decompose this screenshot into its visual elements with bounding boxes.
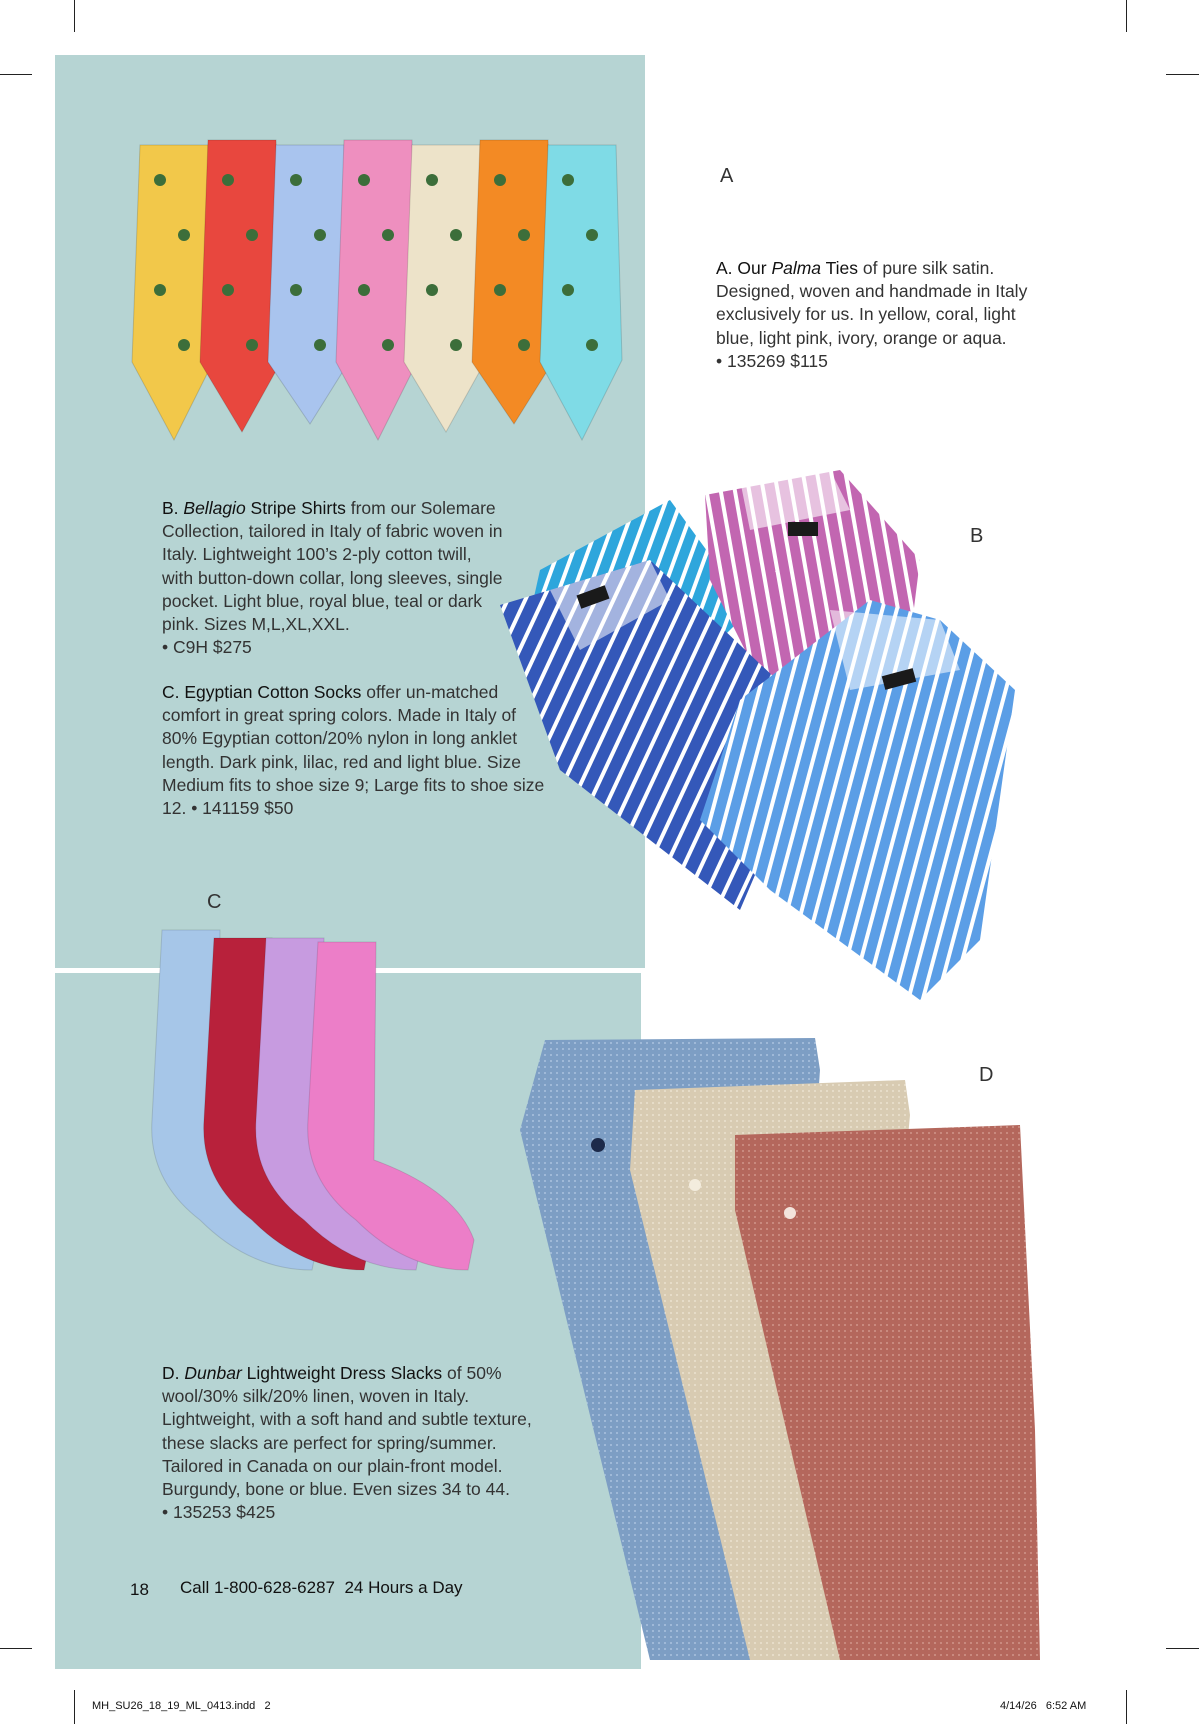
tie-7 (540, 145, 622, 440)
crop-mark (1126, 1690, 1127, 1724)
ties-image (130, 140, 690, 460)
label-a: A (720, 165, 734, 187)
slug-filename: MH_SU26_18_19_ML_0413.indd 2 (92, 1700, 271, 1712)
crop-mark (0, 1648, 32, 1649)
ties-description: of pure silk satin. Designed, woven and handmade in Italy exclusively for us. In yellow, coral, light blue, light pink, ivory, orange or aqua. (716, 258, 1028, 348)
copy-slacks (162, 1362, 557, 1524)
socks-image (140, 920, 540, 1320)
label-d: D (979, 1064, 994, 1086)
tie-6 (472, 140, 554, 424)
ties-title-italic: Palma (771, 258, 822, 278)
phone-line: Call 1-800-628-6287 24 Hours a Day (180, 1578, 463, 1597)
socks-title: C. Egyptian Cotton Socks (162, 682, 362, 702)
shirts-image (500, 460, 1100, 1000)
slacks-description: of 50% wool/30% silk/20% linen, woven in Italy. Lightweight, with a soft hand and subtle texture, these slacks are perfect for spring/summer. Tailored in Canada on our plain-front model. Burgundy, bone or blue. Even sizes 34 to 44. (162, 1363, 532, 1500)
ties-title-prefix: A. Our (716, 258, 772, 278)
slacks-item-price: • 135253 $425 (162, 1502, 276, 1523)
label-c: C (207, 891, 222, 913)
tie-1 (132, 145, 214, 440)
tie-4 (336, 140, 418, 440)
slacks-title-prefix: D. (162, 1363, 185, 1383)
shirts-title-prefix: B. (162, 498, 184, 518)
slacks-title-italic: Dunbar (184, 1363, 242, 1383)
crop-mark (1166, 1648, 1199, 1649)
copy-socks (162, 681, 547, 820)
crop-mark (74, 1690, 75, 1724)
crop-mark (1126, 0, 1127, 32)
tie-3 (268, 145, 350, 424)
ties-item-price: • 135269 $115 (716, 350, 828, 371)
page-number: 18 (130, 1580, 149, 1599)
crop-mark (0, 74, 32, 75)
shirts-title-italic: Bellagio (183, 498, 246, 518)
copy-ties (716, 257, 1046, 373)
socks-description: offer un-matched comfort in great spring colors. Made in Italy of 80% Egyptian cotton/20% nylon in long anklet length. Dark pink, lilac, red and light blue. Size Medium fits to shoe size 9; Large fits to shoe size 12. • 141159 $50 (162, 682, 545, 819)
slacks-title-rest: Lightweight Dress Slacks (241, 1363, 443, 1383)
shirts-item-price: • C9H $275 (162, 637, 252, 658)
crop-mark (74, 0, 75, 32)
slug-timestamp: 4/14/26 6:52 AM (1000, 1700, 1087, 1712)
crop-mark (1166, 74, 1199, 75)
copy-shirts (162, 497, 507, 659)
shirts-title-rest: Stripe Shirts (245, 498, 346, 518)
tie-5 (404, 145, 486, 432)
slacks-image (520, 1030, 1060, 1660)
tie-2 (200, 140, 282, 432)
label-b: B (970, 525, 984, 547)
ties-title-rest: Ties (821, 258, 859, 278)
shirts-description: from our Solemare Collection, tailored in Italy of fabric woven in Italy. Lightweight 100’s 2-ply cotton twill, with button-down collar, long sleeves, single pocket. Light blue, royal blue, teal or dark pink. Sizes M,L,XL,XXL. (162, 498, 503, 635)
